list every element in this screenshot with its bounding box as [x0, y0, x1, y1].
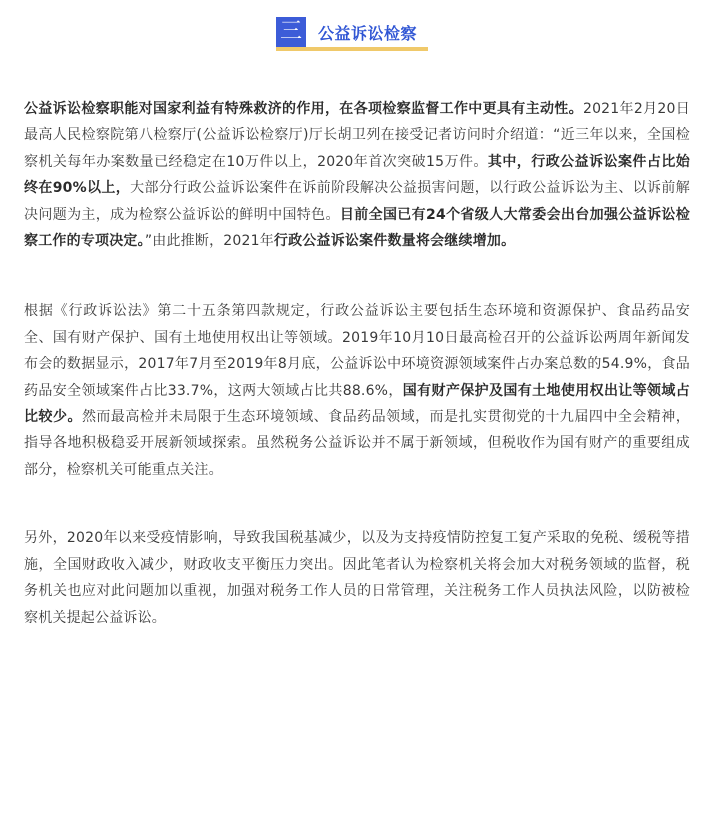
text-run: 行政公益诉讼案件数量将会继续增加。 — [273, 233, 516, 250]
section-header — [276, 16, 417, 48]
paragraph-spacer — [24, 483, 690, 525]
text-run: 然而最高检并未局限于生态环境领域、食品药品领域，而是扎实贯彻党的十九届四中全会精神，指导各地积极稳妥开展新领域探索。虽然税务公益诉讼并不属于新领域，但税收作为国有财产的重要组成部分，检察机关可能重点关注。 — [24, 409, 690, 478]
paragraph-spacer — [24, 254, 690, 298]
paragraph-2 — [24, 298, 690, 483]
text-run: 国有财产保护及国有土地使用权出让等领域占比较少。 — [24, 382, 690, 426]
text-run: 大部分行政公益诉讼案件在诉前阶段解决公益损害问题，以行政公益诉讼为主、以诉前解决问题为主，成为检察公益诉讼的鲜明中国特色。 — [24, 180, 690, 223]
text-run: 其中，行政公益诉讼案件占比始终在90%以上， — [24, 153, 690, 197]
text-run: 公益诉讼检察职能对国家利益有特殊救济的作用，在各项检察监督工作中更具有主动性。 — [24, 101, 583, 117]
text-run: 目前全国已有24个省级人大常委会出台加强公益诉讼检察工作的专项决定。 — [24, 206, 690, 250]
paragraph-3 — [24, 525, 690, 631]
section-title: 公益诉讼检察 — [318, 23, 418, 43]
text-run: 另外，2020年以来受疫情影响，导致我国税基减少，以及为支持疫情防控复工复产采取的免税、缓税等措施，全国财政收入减少，财政收支平衡压力突出。因此笔者认为检察机关将会加大对税务领域的监督，税务机关也应对此问题加以重视，加强对税务工作人员的日常管理，关注税务工作人员执法风险，以防被检察机关提起公益诉讼。 — [24, 530, 690, 626]
section-number-badge: 三 — [276, 17, 306, 47]
text-run: 根据《行政诉讼法》第二十五条第四款规定，行政公益诉讼主要包括生态环境和资源保护、食品药品安全、国有财产保护、国有土地使用权出让等领域。2019年10月10日最高检召开的公益诉讼两周年新闻发布会的数据显示，2017年7月至2019年8月底，公益诉讼中环境资源领域案件占办案总数的54.9%，食品药品安全领域案件占比33.7%，这两大领域占比共88.6%， — [24, 303, 690, 399]
text-run: ”由此推断，2021年 — [144, 233, 274, 250]
article-body — [24, 96, 690, 631]
paragraph-1 — [24, 96, 690, 254]
text-run: 2021年2月20日最高人民检察院第八检察厅(公益诉讼检察厅)厅长胡卫列在接受记者访问时介绍道：“近三年以来，全国检察机关每年办案数量已经稳定在10万件以上，2020年首次突破15万件。 — [24, 101, 690, 170]
section-title-underline — [276, 47, 428, 51]
